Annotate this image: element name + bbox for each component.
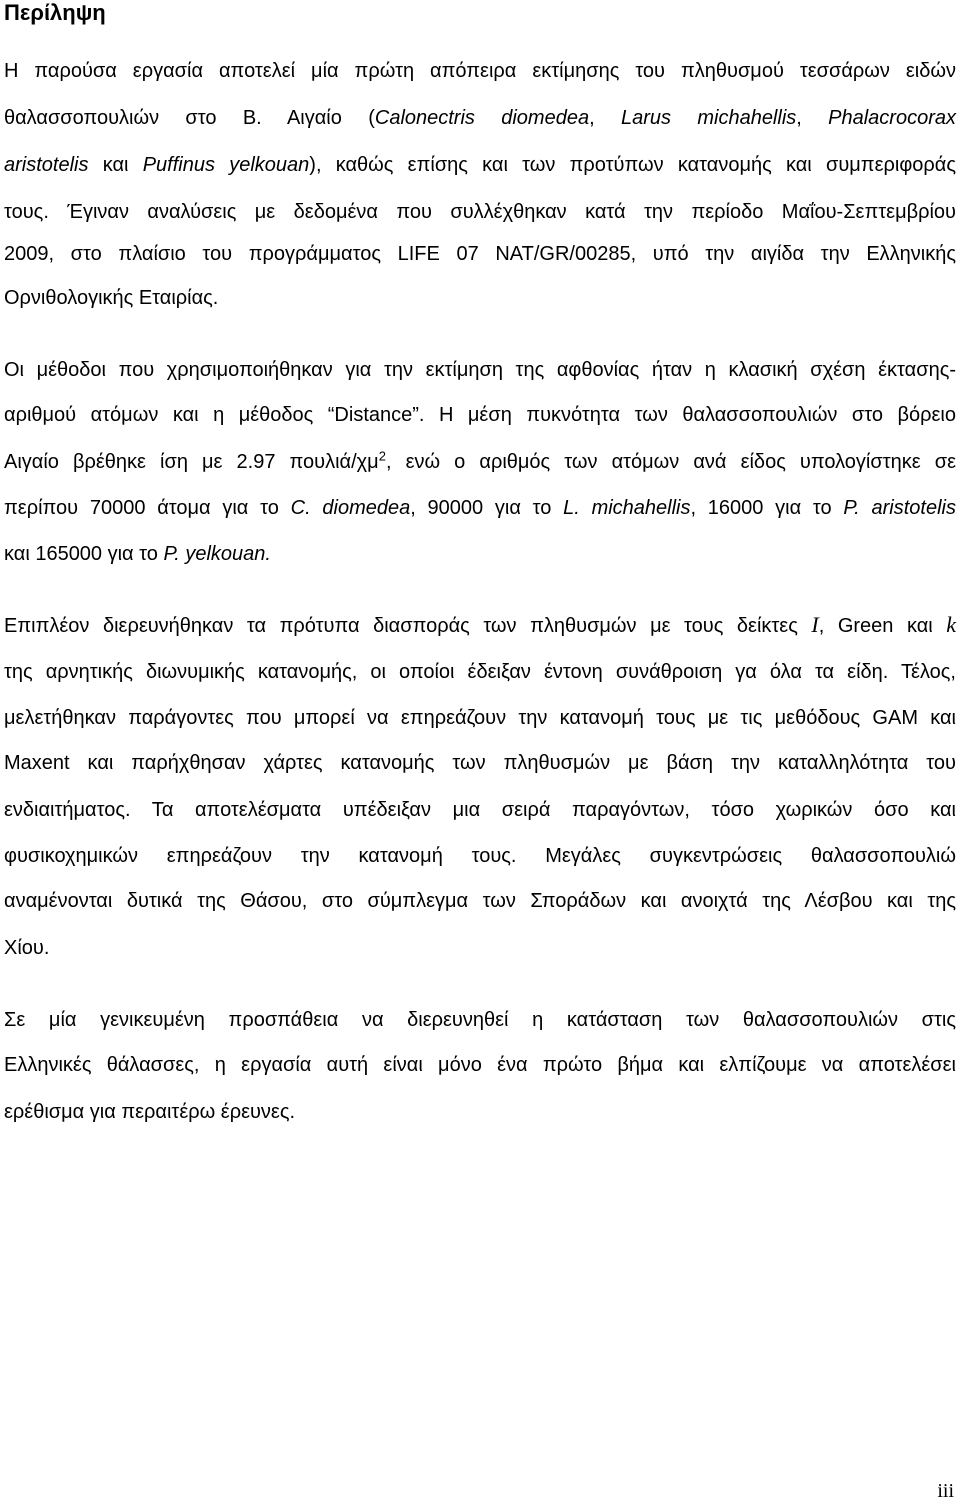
index-symbol: k: [946, 612, 957, 637]
paragraph-3-line-1: [4, 612, 956, 639]
paragraph-1-line-4: τους. Έγιναν αναλύσεις με δεδομένα που συλλέχθηκαν κατά την περίοδο Μαΐου-Σεπτεμβρίου: [4, 201, 956, 223]
text-span: ), καθώς επίσης και των προτύπων κατανομής και συμπεριφοράς: [309, 154, 956, 176]
text-span: Αιγαίο βρέθηκε ίση με 2.97 πουλιά/χμ: [4, 451, 379, 473]
paragraph-4-line-3: ερέθισμα για περαιτέρω έρευνες.: [4, 1101, 296, 1123]
text-span: , 16000 για το: [690, 497, 844, 519]
species-name: L. michahellis: [563, 497, 691, 519]
text-span: και 165000 για το: [4, 543, 164, 565]
paragraph-3-line-8: Χίου.: [4, 937, 50, 959]
paragraph-1-line-3: [4, 152, 956, 178]
text-span: Επιπλέον διερευνήθηκαν τα πρότυπα διασποράς των πληθυσμών με τους δείκτες: [4, 615, 812, 637]
index-symbol: I: [811, 612, 819, 637]
paragraph-3-line-6: φυσικοχημικών επηρεάζουν την κατανομή τους. Μεγάλες συγκεντρώσεις θαλασσοπουλιώ: [4, 845, 956, 867]
paragraph-2-line-5: [4, 541, 956, 567]
species-name: Calonectris diomedea: [374, 107, 590, 129]
species-name: Larus michahellis: [620, 107, 797, 129]
species-name: Phalacrocorax: [828, 107, 956, 129]
page-title: Περίληψη: [4, 0, 106, 25]
paragraph-1-line-6: Ορνιθολογικής Εταιρίας.: [4, 287, 219, 309]
text-span: ,: [796, 107, 829, 129]
paragraph-3-line-3: μελετήθηκαν παράγοντες που μπορεί να επηρεάζουν την κατανομή τους με τις μεθόδους GAM και: [4, 707, 956, 729]
paragraph-1-line-2: [4, 105, 956, 131]
text-span: , ενώ ο αριθμός των ατόμων ανά είδος υπολογίστηκε σε: [385, 451, 956, 473]
paragraph-3-line-4: Maxent και παρήχθησαν χάρτες κατανομής των πληθυσμών με βάση την καταλληλότητα του: [4, 752, 956, 774]
paragraph-2-line-3: [4, 449, 956, 475]
superscript: 2: [378, 448, 386, 464]
text-span: ,: [589, 107, 621, 129]
paragraph-3-line-2: της αρνητικής διωνυμικής κατανομής, οι οποίοι έδειξαν έντονη συνάθροιση γα όλα τα είδη. Τέλος,: [4, 661, 956, 683]
paragraph-2-line-1: Οι μέθοδοι που χρησιμοποιήθηκαν για την εκτίμηση της αφθονίας ήταν η κλασική σχέση έκτασης-: [4, 359, 956, 381]
text-span: , Green και: [818, 615, 947, 637]
species-name: P. aristotelis: [843, 497, 956, 519]
species-name: P. yelkouan.: [163, 543, 271, 565]
paragraph-4-line-2: Ελληνικές θάλασσες, η εργασία αυτή είναι μόνο ένα πρώτο βήμα και ελπίζουμε να αποτελέσει: [4, 1054, 956, 1076]
paragraph-4-line-1: Σε μία γενικευμένη προσπάθεια να διερευνηθεί η κατάσταση των θαλασσοπουλιών στις: [4, 1009, 956, 1031]
paragraph-3-line-5: ενδιαιτήματος. Τα αποτελέσματα υπέδειξαν μια σειρά παραγόντων, τόσο χωρικών όσο και: [4, 799, 956, 821]
species-name: C. diomedea: [290, 497, 411, 519]
species-name: Puffinus yelkouan: [142, 154, 310, 176]
text-span: και: [88, 154, 143, 176]
paragraph-3-line-7: αναμένονται δυτικά της Θάσου, στο σύμπλεγμα των Σποράδων και ανοιχτά της Λέσβου και της: [4, 890, 956, 912]
text-span: θαλασσοπουλιών στο Β. Αιγαίο (: [4, 107, 375, 129]
page-number: iii: [937, 1480, 954, 1502]
text-span: , 90000 για το: [410, 497, 564, 519]
paragraph-1-line-1: Η παρούσα εργασία αποτελεί μία πρώτη απόπειρα εκτίμησης του πληθυσμού τεσσάρων ειδών: [4, 60, 956, 82]
paragraph-2-line-2: αριθμού ατόμων και η μέθοδος “Distance”. Η μέση πυκνότητα των θαλασσοπουλιών στο βόρειο: [4, 404, 956, 426]
paragraph-2-line-4: [4, 495, 956, 521]
text-span: περίπου 70000 άτομα για το: [4, 497, 291, 519]
paragraph-1-line-5: 2009, στο πλαίσιο του προγράμματος LIFE 07 NAT/GR/00285, υπό την αιγίδα την Ελληνικής: [4, 243, 956, 265]
species-name: aristotelis: [4, 154, 89, 176]
